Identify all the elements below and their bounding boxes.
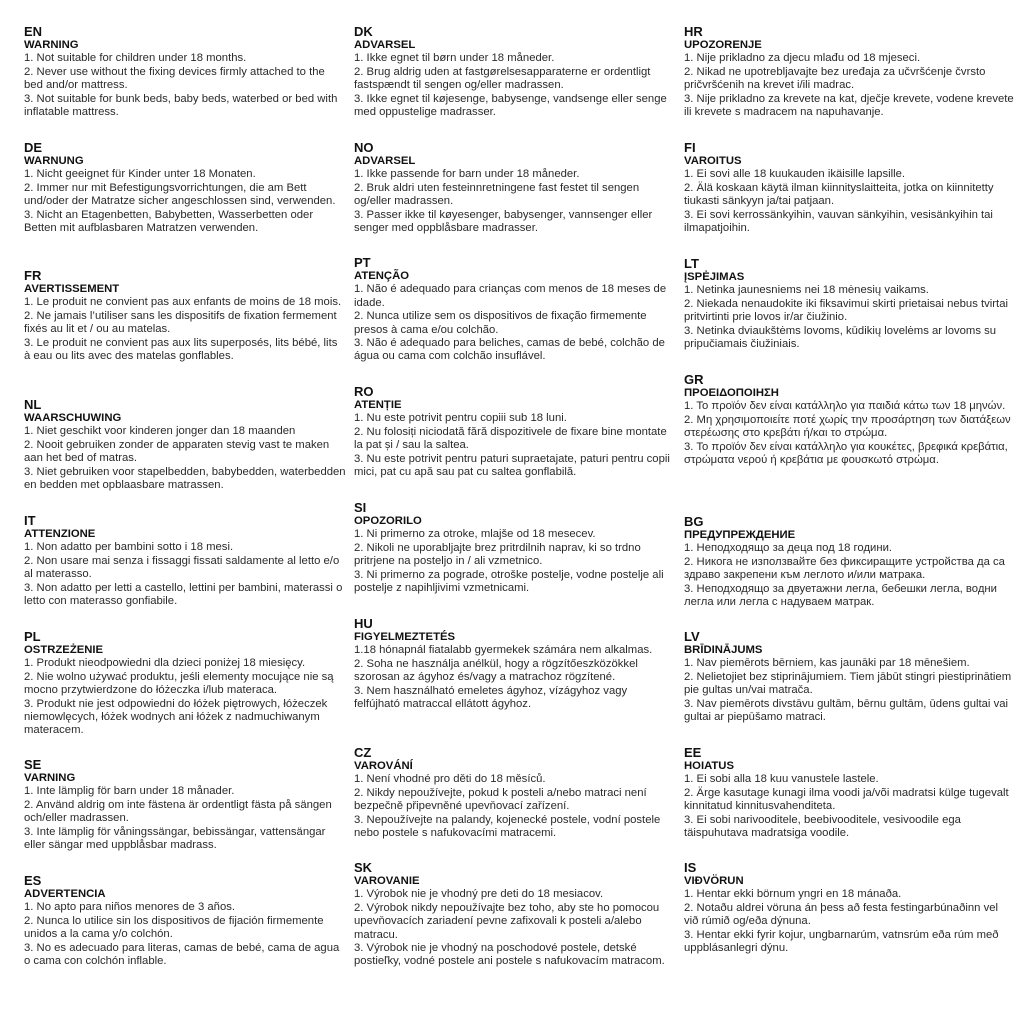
language-code: PL	[24, 629, 41, 644]
warning-item: 1. Hentar ekki börnum yngri en 18 mánaða.	[684, 888, 902, 901]
warning-section-de	[24, 140, 346, 235]
warning-heading: BRĪDINĀJUMS	[684, 644, 763, 656]
warning-section-en	[24, 24, 346, 119]
warning-heading: ATENÇÃO	[354, 270, 410, 282]
warning-item: 3. Ikke egnet til køjesenge, babysenge, vandsenge eller senge med oppustelige madrasser.	[354, 92, 667, 119]
warning-item: 2. Never use without the fixing devices firmly attached to the bed and/or mattress.	[24, 65, 325, 92]
language-code: EE	[684, 745, 702, 760]
warning-item: 1. Není vhodné pro děti do 18 měsíců.	[354, 773, 546, 786]
warning-item: 1. Ikke egnet til børn under 18 måneder.	[354, 52, 555, 65]
warning-item: 2. Notaðu aldrei vöruna án þess að festa festingarbúnaðinn vel við rúmið og/eða dýnuna.	[684, 901, 999, 928]
warning-heading: OSTRZEŻENIE	[24, 644, 104, 656]
warning-item: 2. Nunca lo utilice sin los dispositivos de fijación firmemente unidos a la cama y/o colchón.	[24, 914, 324, 941]
warning-item: 2. Nelietojiet bez stiprinājumiem. Tiem jābūt stingri piestiprinātiem pie gultas un/vai matrača.	[684, 670, 1012, 697]
warning-item: 1. Nu este potrivit pentru copiii sub 18 luni.	[354, 412, 567, 425]
warning-section-se	[24, 757, 346, 852]
warning-heading: WARNUNG	[24, 155, 84, 167]
warning-heading: ATENȚIE	[354, 399, 402, 411]
warning-heading: WARNING	[24, 39, 79, 51]
warning-item: 3. Το προϊόν δεν είναι κατάλληλο για κουκέτες, βρεφικά κρεβάτια, στρώματα νερού ή κρεβάτια με φουσκωτό στρώμα.	[684, 440, 1008, 467]
warning-section-cz	[354, 745, 676, 840]
warning-item: 2. Μη χρησιμοποιείτε ποτέ χωρίς την προσάρτηση των διατάξεων στερέωσης στο κρεβάτι ή/και το στρώμα.	[684, 413, 1011, 440]
warning-item: 1. Το προϊόν δεν είναι κατάλληλο για παιδιά κάτω των 18 μηνών.	[684, 400, 1006, 413]
warning-item: 1. Not suitable for children under 18 months.	[24, 52, 247, 65]
warning-item: 3. Le produit ne convient pas aux lits superposés, lits bébé, lits à eau ou lits avec des matelas gonflables.	[24, 336, 338, 363]
warning-heading: WAARSCHUWING	[24, 412, 122, 424]
language-code: FR	[24, 268, 42, 283]
warning-section-dk	[354, 24, 676, 119]
warning-section-gr	[684, 372, 1014, 467]
language-code: RO	[354, 384, 374, 399]
warning-section-ee	[684, 745, 1014, 840]
warning-item: 1. Výrobok nie je vhodný pre deti do 18 mesiacov.	[354, 888, 604, 901]
warning-item: 1. No apto para niños menores de 3 años.	[24, 901, 236, 914]
language-code: SE	[24, 757, 42, 772]
language-code: FI	[684, 140, 696, 155]
language-code: BG	[684, 514, 704, 529]
warning-item: 2. Nie wolno używać produktu, jeśli elementy mocujące nie są mocno przytwierdzone do łóżeczka i/lub materaca.	[24, 670, 334, 697]
warning-heading: VAROVANIE	[354, 875, 420, 887]
warning-item: 2. Никога не използвайте без фиксиращите устройства да са здраво закрепени към леглото и/или матрака.	[684, 555, 1005, 582]
warning-section-it	[24, 513, 346, 608]
warning-section-pt	[354, 255, 676, 364]
warning-item: 1. Nije prikladno za djecu mlađu od 18 mjeseci.	[684, 52, 921, 65]
warning-item: 3. Hentar ekki fyrir kojur, ungbarnarúm, vatnsrúm eða rúm með uppblásanlegri dýnu.	[684, 928, 999, 955]
warning-section-fi	[684, 140, 1014, 235]
warning-heading: HOIATUS	[684, 760, 734, 772]
warning-item: 2. Nikoli ne uporabljajte brez pritrdilnih naprav, ki so trdno pritrjene na posteljo in / ali vzmetnico.	[354, 541, 641, 568]
warning-item: 3. Nije prikladno za krevete na kat, dječje krevete, vodene krevete ili krevete s madracem na napuhavanje.	[684, 92, 1014, 119]
warning-section-is	[684, 860, 1014, 955]
warning-item: 2. Nikad ne upotrebljavajte bez uređaja za učvršćenje čvrsto pričvršćenih na krevet i/ili madrac.	[684, 65, 986, 92]
warning-item: 2. Výrobok nikdy nepoužívajte bez toho, aby ste ho pomocou upevňovacích zariadení pevne zafixovali k posteli a/alebo matracu.	[354, 901, 660, 941]
warning-item: 3. Nicht an Etagenbetten, Babybetten, Wasserbetten oder Betten mit aufblasbaren Matratzen verwenden.	[24, 208, 314, 235]
warning-item: 2. Nooit gebruiken zonder de apparaten stevig vast te maken aan het bed of matras.	[24, 438, 330, 465]
warning-item: 2. Nu folosiți niciodată fără dispozitivele de fixare bine montate la pat și / sau la saltea.	[354, 425, 667, 452]
warning-item: 1. Ni primerno za otroke, mlajše od 18 mesecev.	[354, 528, 596, 541]
warning-item: 3. Netinka dviaukštėms lovoms, kūdikių lovelėms ar lovoms su pripučiamais čiužiniais.	[684, 324, 997, 351]
warning-item: 2. Använd aldrig om inte fästena är ordentligt fästa på sängen och/eller madrassen.	[24, 798, 332, 825]
warning-heading: ĮSPĖJIMAS	[684, 271, 745, 283]
warning-heading: AVERTISSEMENT	[24, 283, 120, 295]
language-code: ES	[24, 873, 42, 888]
warning-item: 3. Não é adequado para beliches, camas de bebé, colchão de água ou cama com colchão insuflável.	[354, 337, 665, 363]
warning-item: 2. Soha ne használja anélkül, hogy a rögzítőeszközökkel szorosan az ágyhoz és/vagy a matrachoz rögzítené.	[354, 657, 638, 684]
warning-item: 3. Nav piemērots divstāvu gultām, bērnu gultām, ūdens gultai vai gultai ar piepūšamo matraci.	[684, 697, 1009, 724]
warning-item: 2. Brug aldrig uden at fastgørelsesapparaterne er ordentligt fastspændt til sengen og/eller madrassen.	[354, 65, 651, 92]
language-code: LV	[684, 629, 700, 644]
warning-section-no	[354, 140, 676, 235]
language-code: SI	[354, 500, 367, 515]
language-code: CZ	[354, 745, 372, 760]
warning-item: 1. Неподходящо за деца под 18 години.	[684, 542, 893, 555]
warning-item: 3. Non adatto per letti a castello, lettini per bambini, materassi o letto con materasso gonfiabile.	[24, 581, 343, 608]
warning-item: 3. Ni primerno za pograde, otroške postelje, vodne postelje ali postelje z napihljivimi vzmetnicami.	[354, 568, 664, 595]
warning-item: 1. Inte lämplig för barn under 18 månader.	[24, 785, 235, 798]
language-code: NO	[354, 140, 374, 155]
warning-item: 2. Ärge kasutage kunagi ilma voodi ja/või madratsi külge tugevalt kinnitatud kinnitusvahenditeta.	[684, 786, 1009, 813]
language-code: SK	[354, 860, 373, 875]
warning-item: 2. Nunca utilize sem os dispositivos de fixação firmemente presos à cama e/ou colchão.	[354, 310, 647, 336]
warning-item: 3. Ei sobi narivooditele, beebivooditele, vesivoodile ega täispuhutava madratsiga voodile.	[684, 813, 961, 840]
warning-item: 1. Nav piemērots bērniem, kas jaunāki par 18 mēnešiem.	[684, 657, 970, 670]
warning-heading: ΠΡΟΕΙΔΟΠΟΙΗΣΗ	[684, 387, 779, 399]
warning-item: 3. Inte lämplig för våningssängar, bebissängar, vattensängar eller sängar med uppblåsbar madrass.	[24, 825, 326, 852]
language-code: HU	[354, 616, 373, 631]
language-code: EN	[24, 24, 43, 39]
warning-item: 1. Niet geschikt voor kinderen jonger dan 18 maanden	[24, 425, 296, 438]
warning-item: 2. Niekada nenaudokite iki fiksavimui skirti prietaisai nebus tvirtai pritvirtinti prie lovos ir/ar čiužinio.	[684, 297, 1008, 324]
warning-item: 2. Älä koskaan käytä ilman kiinnityslaitteita, jotka on kiinnitetty tiukasti sänkyyn ja/tai patjaan.	[684, 181, 994, 208]
language-code: PT	[354, 255, 371, 270]
warning-section-ro	[354, 384, 676, 479]
warning-item: 1. Ei sovi alle 18 kuukauden ikäisille lapsille.	[684, 168, 906, 181]
warning-heading: FIGYELMEZTETÉS	[354, 631, 456, 643]
warning-section-hr	[684, 24, 1014, 119]
language-code: LT	[684, 256, 699, 271]
warning-section-hu	[354, 616, 676, 711]
warning-item: 2. Non usare mai senza i fissaggi fissati saldamente al letto e/o al materasso.	[24, 554, 340, 581]
warning-heading: VARNING	[24, 772, 76, 784]
language-code: HR	[684, 24, 703, 39]
warning-item: 1. Não é adequado para crianças com menos de 18 meses de idade.	[354, 283, 667, 309]
warning-item: 3. Produkt nie jest odpowiedni do łóżek piętrowych, łóżeczek niemowlęcych, łóżek wodnych ani łóżek z nadmuchiwanym materacem.	[24, 697, 328, 737]
warning-heading: VAROITUS	[684, 155, 742, 167]
warning-item: 3. Niet gebruiken voor stapelbedden, babybedden, waterbedden en bedden met opblaasbare matrassen.	[24, 465, 346, 492]
warning-item: 3. Неподходящо за двуетажни легла, бебешки легла, водни легла или легла с надуваем матрак.	[684, 582, 997, 609]
warning-item: 2. Immer nur mit Befestigungsvorrichtungen, die am Bett und/oder der Matratze sicher angeschlossen sind, verwenden.	[24, 181, 336, 208]
language-code: DE	[24, 140, 43, 155]
warning-item: 1. Ikke passende for barn under 18 måneder.	[354, 168, 580, 181]
warning-item: 3. Ei sovi kerrossänkyihin, vauvan sänkyihin, vesisänkyihin tai ilmapatjoihin.	[684, 208, 993, 235]
warning-item: 3. Not suitable for bunk beds, baby beds, waterbed or bed with inflatable mattress.	[24, 92, 338, 119]
warning-heading: UPOZORENJE	[684, 39, 762, 51]
language-code: DK	[354, 24, 373, 39]
language-code: IT	[24, 513, 36, 528]
warning-item: 1.18 hónapnál fiatalabb gyermekek számára nem alkalmas.	[354, 644, 653, 657]
warning-section-pl	[24, 629, 346, 738]
warning-item: 2. Nikdy nepoužívejte, pokud k posteli a/nebo matraci není bezpečně připevněné upevňovací zařízení.	[354, 786, 647, 813]
language-code: GR	[684, 372, 704, 387]
warning-item: 2. Ne jamais l’utiliser sans les dispositifs de fixation fermement fixés au lit et / ou au matelas.	[24, 309, 337, 336]
warning-section-lv	[684, 629, 1014, 724]
warning-item: 3. Výrobok nie je vhodný na poschodové postele, detské postieľky, vodné postele ani postele s nafukovacím matracom.	[354, 942, 665, 968]
warning-heading: OPOZORILO	[354, 515, 422, 527]
warning-section-sk	[354, 860, 676, 969]
warning-section-fr	[24, 268, 346, 363]
warning-section-bg	[684, 514, 1014, 609]
warning-item: 1. Ei sobi alla 18 kuu vanustele lastele.	[684, 773, 879, 786]
warning-item: 3. Nu este potrivit pentru paturi supraetajate, paturi pentru copii mici, pat cu apă sau pat cu saltea gonflabilă.	[354, 452, 670, 479]
warning-section-si	[354, 500, 676, 595]
warning-heading: ATTENZIONE	[24, 528, 96, 540]
warning-item: 1. Netinka jaunesniems nei 18 mėnesių vaikams.	[684, 284, 929, 297]
language-code: NL	[24, 397, 42, 412]
warning-heading: VAROVÁNÍ	[354, 760, 413, 772]
warning-item: 3. Nem használható emeletes ágyhoz, vízágyhoz vagy felfújható matraccal ellátott ágyhoz.	[354, 684, 628, 711]
warning-item: 1. Nicht geeignet für Kinder unter 18 Monaten.	[24, 168, 256, 181]
warning-item: 3. Passer ikke til køyesenger, babysenger, vannsenger eller senger med oppblåsbare madrasser.	[354, 208, 653, 235]
warning-section-nl	[24, 397, 346, 492]
warning-item: 1. Produkt nieodpowiedni dla dzieci poniżej 18 miesięcy.	[24, 657, 306, 670]
warning-item: 2. Bruk aldri uten festeinnretningene fast festet til sengen og/eller madrassen.	[354, 181, 640, 208]
warning-heading: ADVARSEL	[354, 39, 416, 51]
language-code: IS	[684, 860, 697, 875]
warning-heading: VIÐVÖRUN	[684, 875, 744, 887]
warning-item: 3. No es adecuado para literas, camas de bebé, cama de agua o cama con colchón inflable.	[24, 941, 340, 968]
warning-item: 1. Non adatto per bambini sotto i 18 mesi.	[24, 541, 234, 554]
warning-item: 3. Nepoužívejte na palandy, kojenecké postele, vodní postele nebo postele s nafukovacími matracemi.	[354, 813, 661, 840]
warning-item: 1. Le produit ne convient pas aux enfants de moins de 18 mois.	[24, 296, 342, 309]
warning-section-es	[24, 873, 346, 968]
warning-heading: ADVARSEL	[354, 155, 416, 167]
warning-section-lt	[684, 256, 1014, 351]
warning-heading: ADVERTENCIA	[24, 888, 106, 900]
warning-heading: ПРЕДУПРЕЖДЕНИЕ	[684, 529, 796, 541]
